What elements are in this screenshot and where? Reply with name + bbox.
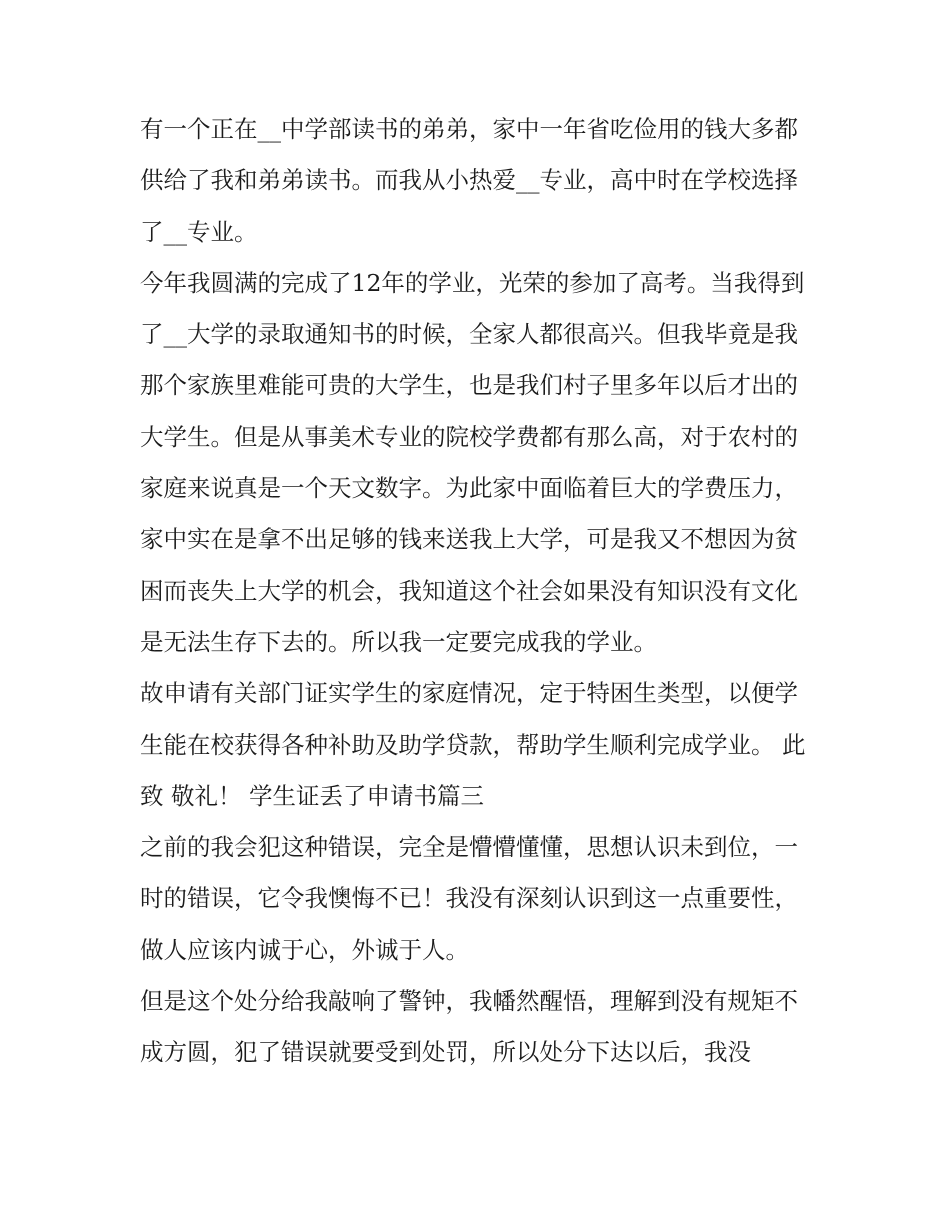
paragraph-family-background: 有一个正在__中学部读书的弟弟，家中一年省吃俭用的钱大多都供给了我和弟弟读书。而我从小热爱__专业，高中时在学校选择了__专业。 [140,115,798,246]
paragraph-college-admission: 今年我圆满的完成了12年的学业，光荣的参加了高考。当我得到了__大学的录取通知书的时候，全家人都很高兴。但我毕竟是我那个家族里难能可贵的大学生，也是我们村子里多年以后才出的大学生。但是从事美术专业的院校学费都有那么高，对于农村的家庭来说真是一个天文数字。为此家中面临着巨大的学费压力，家中实在是拿不出足够的钱来送我上大学，可是我又不想因为贫困而丧失上大学的机会，我知道这个社会如果没有知识没有文化是无法生存下去的。所以我一定要完成我的学业。 [140,268,805,656]
paragraph-mistake-reflection: 之前的我会犯这种错误，完全是懵懵懂懂，思想认识未到位，一时的错误，它令我懊悔不已！我没有深刻认识到这一点重要性，做人应该内诚于心，外诚于人。 [140,833,798,964]
document-body [140,104,820,1079]
paragraph-application-request: 故申请有关部门证实学生的家庭情况，定于特困生类型，以便学生能在校获得各种补助及助学贷款，帮助学生顺利完成学业。 此致 敬礼！ 学生证丢了申请书篇三 [140,679,806,810]
paragraph-punishment-awakening: 但是这个处分给我敲响了警钟，我幡然醒悟，理解到没有规矩不成方圆，犯了错误就要受到处罚，所以处分下达以后，我没 [140,987,798,1067]
